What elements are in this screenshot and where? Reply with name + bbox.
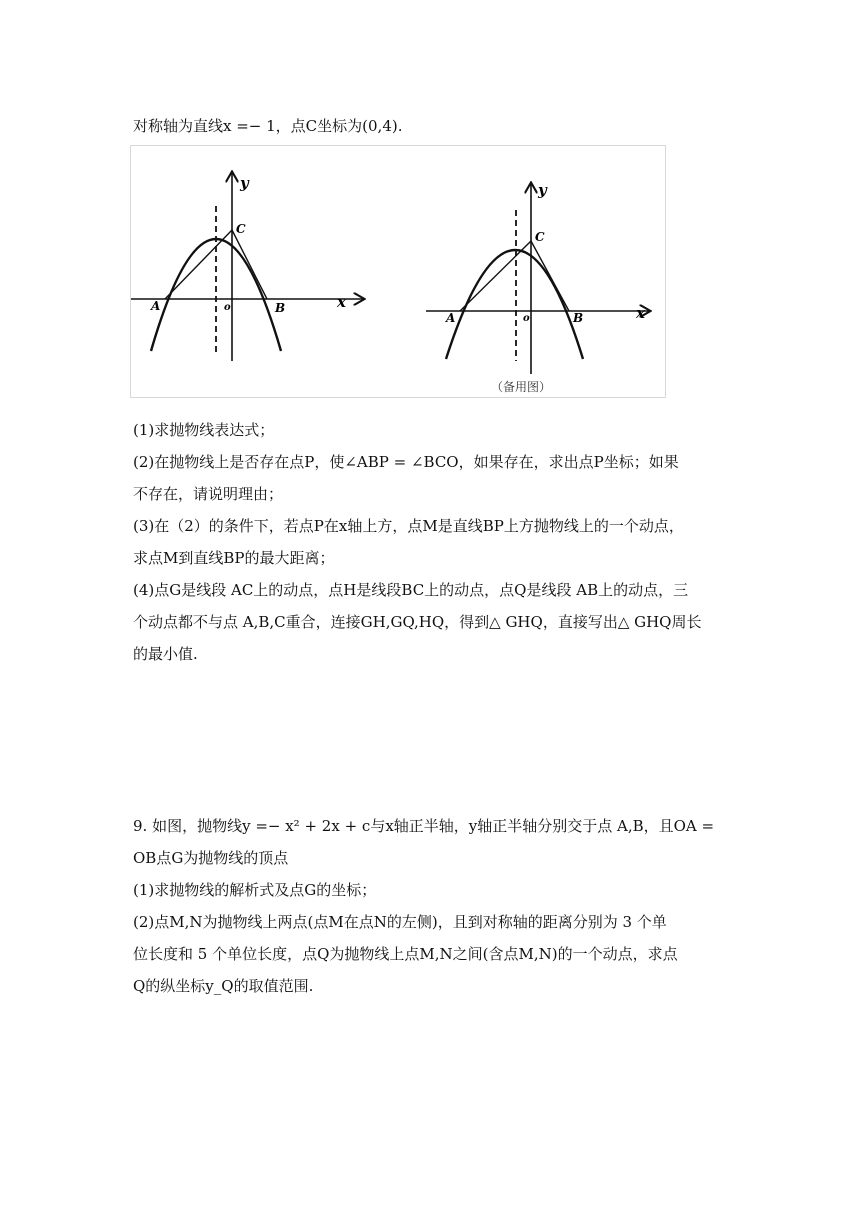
main-figure — [131, 173, 363, 361]
spare-label-c: C — [535, 230, 545, 244]
spare-caption: （备用图） — [491, 380, 552, 394]
q8-part3-line2: 求点M到直线BP的最大距离； — [133, 549, 335, 567]
figure-box — [130, 145, 666, 398]
spare-label-x: x — [636, 304, 645, 322]
label-b: B — [275, 301, 286, 315]
spare-figure — [426, 181, 649, 394]
q8-part1: (1)求抛物线表达式； — [133, 421, 275, 439]
q8-part2-line2: 不存在，请说明理由； — [133, 485, 284, 503]
spare-segment-ac — [460, 241, 531, 311]
q8-part4-line2: 个动点都不与点 A,B,C重合，连接GH,GQ,HQ，得到△ GHQ，直接写出△ GHQ周长 — [133, 613, 702, 631]
q9-part1: (1)求抛物线的解析式及点G的坐标； — [133, 881, 377, 899]
q9-part2-line1: (2)点M,N为抛物线上两点(点M在点N的左侧)，且到对称轴的距离分别为 3 个单 — [133, 913, 667, 931]
spare-segment-bc — [531, 241, 569, 311]
label-a: A — [151, 299, 161, 313]
q9-part2-line3: Q的纵坐标y_Q的取值范围. — [133, 977, 314, 995]
parabola-figures — [131, 146, 665, 397]
spare-label-y: y — [538, 181, 547, 199]
label-o: o — [224, 302, 231, 313]
q9-stem-line1: 9. 如图，抛物线y =− x² + 2x + c与x轴正半轴，y轴正半轴分别交于点 A,B，且OA = — [133, 817, 715, 835]
q8-part4-line3: 的最小值. — [133, 645, 198, 663]
segment-bc — [232, 230, 267, 299]
segment-ac — [165, 230, 232, 299]
q8-part3-line1: (3)在（2）的条件下，若点P在x轴上方，点M是直线BP上方抛物线上的一个动点， — [133, 517, 684, 535]
label-x: x — [337, 293, 346, 311]
q9-part2-line2: 位长度和 5 个单位长度，点Q为抛物线上点M,N之间(含点M,N)的一个动点，求点 — [133, 945, 678, 963]
spare-label-b: B — [573, 311, 584, 325]
q9-stem-line2: OB点G为抛物线的顶点 — [133, 849, 289, 867]
parabola-curve — [151, 239, 281, 351]
intro-text: 对称轴为直线x =− 1，点C坐标为(0,4). — [133, 117, 403, 135]
spare-label-o: o — [523, 313, 530, 324]
label-c: C — [236, 222, 246, 236]
q8-part2-line1: (2)在抛物线上是否存在点P，使∠ABP = ∠BCO，如果存在，求出点P坐标；如果 — [133, 453, 679, 471]
q8-part4-line1: (4)点G是线段 AC上的动点，点H是线段BC上的动点，点Q是线段 AB上的动点，三 — [133, 581, 689, 599]
spare-label-a: A — [446, 311, 456, 325]
label-y: y — [240, 174, 249, 192]
